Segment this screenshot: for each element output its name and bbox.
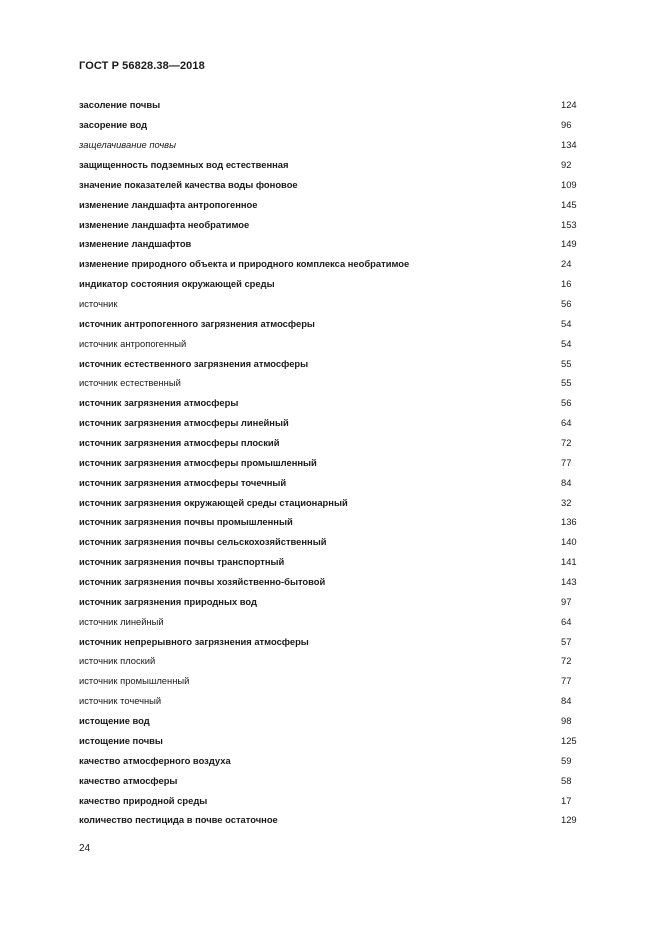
index-entry — [79, 373, 581, 393]
index-entry — [79, 413, 581, 433]
index-page-ref: 58 — [561, 774, 572, 786]
index-entry — [79, 433, 581, 453]
index-page-ref: 141 — [561, 556, 577, 568]
index-page-ref: 134 — [561, 139, 577, 151]
index-term: истощение почвы — [79, 734, 163, 746]
index-term: источник естественного загрязнения атмосферы — [79, 357, 309, 369]
index-entry — [79, 572, 581, 592]
index-term: индикатор состояния окружающей среды — [79, 278, 275, 290]
index-entry — [79, 155, 581, 175]
index-page-ref: 145 — [561, 198, 577, 210]
index-page-ref: 57 — [561, 635, 572, 647]
index-page-ref: 125 — [561, 734, 577, 746]
index-entry — [79, 512, 581, 532]
index-term: источник загрязнения почвы промышленный — [79, 516, 293, 528]
index-page-ref: 56 — [561, 397, 572, 409]
index-page-ref: 140 — [561, 536, 577, 548]
index-entry — [79, 95, 581, 115]
index-term: источник загрязнения атмосферы промышленный — [79, 456, 317, 468]
index-entry — [79, 711, 581, 731]
index-page-ref: 24 — [561, 258, 572, 270]
index-entry — [79, 452, 581, 472]
index-term: изменение ландшафтов — [79, 238, 192, 250]
index-entry — [79, 671, 581, 691]
index-entry — [79, 393, 581, 413]
index-term: истощение вод — [79, 715, 150, 727]
index-term: засоление почвы — [79, 99, 161, 111]
index-list — [79, 95, 581, 830]
index-entry — [79, 254, 581, 274]
index-page-ref: 92 — [561, 159, 572, 170]
index-entry — [79, 214, 581, 234]
index-entry — [79, 135, 581, 155]
index-page-ref: 153 — [561, 218, 577, 230]
index-page-ref: 136 — [561, 516, 577, 528]
index-entry — [79, 353, 581, 373]
index-entry — [79, 651, 581, 671]
index-entry — [79, 174, 581, 194]
index-page-ref: 129 — [561, 814, 577, 826]
index-term: источник антропогенный — [79, 337, 187, 349]
index-term: изменение ландшафта антропогенное — [79, 198, 258, 210]
index-page-ref: 143 — [561, 576, 577, 588]
index-page-ref: 96 — [561, 119, 572, 131]
index-page-ref: 109 — [561, 178, 577, 190]
index-entry — [79, 750, 581, 770]
index-page-ref: 54 — [561, 337, 572, 349]
index-entry — [79, 770, 581, 790]
index-term: источник естественный — [79, 377, 181, 389]
index-term: качество природной среды — [79, 794, 208, 806]
index-page-ref: 149 — [561, 238, 577, 250]
index-term: источник точечный — [79, 695, 162, 707]
index-term: источник плоский — [79, 655, 156, 667]
index-entry — [79, 731, 581, 751]
index-page-ref: 56 — [561, 298, 572, 310]
index-entry — [79, 234, 581, 254]
index-page-ref: 84 — [561, 695, 572, 707]
index-term: источник промышленный — [79, 675, 190, 687]
index-term: источник — [79, 298, 118, 310]
index-term: источник загрязнения атмосферы линейный — [79, 417, 289, 429]
index-page-ref: 72 — [561, 437, 572, 449]
index-term: источник загрязнения природных вод — [79, 595, 257, 607]
index-page-ref: 55 — [561, 357, 572, 369]
index-page-ref: 32 — [561, 496, 572, 508]
index-term: изменение ландшафта необратимое — [79, 218, 250, 230]
index-page-ref: 98 — [561, 715, 572, 727]
index-entry — [79, 274, 581, 294]
index-page-ref: 17 — [561, 794, 572, 806]
index-term: источник непрерывного загрязнения атмосферы — [79, 635, 309, 647]
index-term: источник загрязнения почвы сельскохозяйственный — [79, 536, 327, 548]
index-entry — [79, 611, 581, 631]
index-term: значение показателей качества воды фоновое — [79, 178, 298, 190]
page-number: 24 — [79, 843, 91, 854]
index-entry — [79, 790, 581, 810]
index-term: источник линейный — [79, 615, 164, 627]
index-page-ref: 72 — [561, 655, 572, 667]
index-page-ref: 16 — [561, 278, 572, 290]
index-term: качество атмосферы — [79, 774, 178, 786]
index-entry — [79, 532, 581, 552]
index-page-ref: 59 — [561, 754, 572, 766]
index-entry — [79, 472, 581, 492]
index-entry — [79, 313, 581, 333]
index-entry — [79, 810, 581, 830]
index-page-ref: 97 — [561, 595, 572, 607]
index-term: источник загрязнения окружающей среды стационарный — [79, 496, 348, 508]
index-term: защищенность подземных вод естественная — [79, 159, 289, 170]
index-entry — [79, 115, 581, 135]
index-page-ref: 77 — [561, 456, 572, 468]
index-term: источник загрязнения атмосферы плоский — [79, 437, 280, 449]
index-term: изменение природного объекта и природного комплекса необратимое — [79, 258, 410, 270]
document-header: ГОСТ Р 56828.38—2018 — [79, 60, 205, 72]
index-page-ref: 124 — [561, 99, 577, 111]
index-entry — [79, 631, 581, 651]
index-page-ref: 54 — [561, 317, 572, 329]
index-entry — [79, 194, 581, 214]
index-term: количество пестицида в почве остаточное — [79, 814, 278, 826]
index-page-ref: 64 — [561, 417, 572, 429]
index-entry — [79, 552, 581, 572]
index-term: источник загрязнения атмосферы — [79, 397, 239, 409]
index-page-ref: 64 — [561, 615, 572, 627]
index-page-ref: 55 — [561, 377, 572, 389]
index-term: качество атмосферного воздуха — [79, 754, 231, 766]
index-term: защелачивание почвы — [79, 139, 176, 151]
index-term: засорение вод — [79, 119, 148, 131]
index-entry — [79, 333, 581, 353]
index-term: источник антропогенного загрязнения атмосферы — [79, 317, 315, 329]
index-page-ref: 84 — [561, 476, 572, 488]
index-entry — [79, 691, 581, 711]
index-term: источник загрязнения почвы хозяйственно-бытовой — [79, 576, 326, 588]
index-page-ref: 77 — [561, 675, 572, 687]
index-entry — [79, 294, 581, 314]
index-entry — [79, 492, 581, 512]
index-entry — [79, 591, 581, 611]
index-term: источник загрязнения почвы транспортный — [79, 556, 285, 568]
index-term: источник загрязнения атмосферы точечный — [79, 476, 287, 488]
